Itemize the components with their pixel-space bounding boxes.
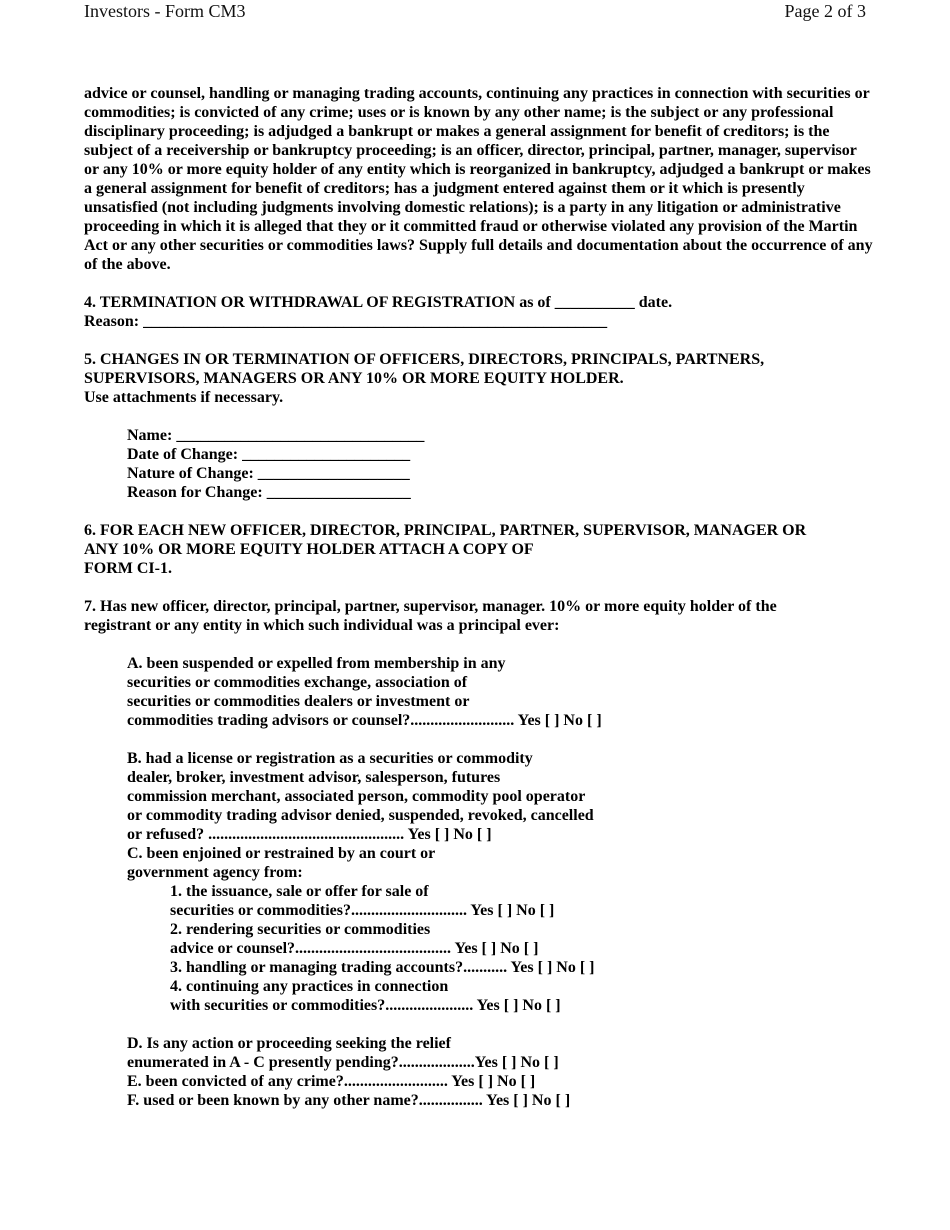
section-5-fields [127, 426, 874, 502]
reason-for-change-field: Reason for Change: __________________ [127, 484, 411, 501]
section-5-title-line-2: SUPERVISORS, MANAGERS OR ANY 10% OR MORE EQUITY HOLDER. [84, 370, 624, 387]
question-d-f [127, 1034, 874, 1110]
section-4 [84, 293, 874, 331]
section-5-title-line-1: 5. CHANGES IN OR TERMINATION OF OFFICERS, DIRECTORS, PRINCIPALS, PARTNERS, [84, 351, 765, 368]
question-c-item-3-answer: 3. handling or managing trading accounts?........... Yes [ ] No [ ] [170, 959, 595, 976]
section-5 [84, 350, 874, 502]
question-b-line: B. had a license or registration as a securities or commodity [127, 750, 533, 767]
question-c-line: government agency from: [127, 864, 303, 881]
nature-of-change-field: Nature of Change: ___________________ [127, 465, 410, 482]
question-b [127, 749, 874, 844]
question-c-item-2-answer: advice or counsel?....................................... Yes [ ] No [ ] [170, 940, 539, 957]
question-a-line: securities or commodities exchange, association of [127, 674, 468, 691]
question-e-answer-line: E. been convicted of any crime?.......................... Yes [ ] No [ ] [127, 1073, 536, 1090]
question-a-line: A. been suspended or expelled from membership in any [127, 655, 506, 672]
question-c-item-4-answer: with securities or commodities?...................... Yes [ ] No [ ] [170, 997, 561, 1014]
question-b-answer-line: or refused? ................................................. Yes [ ] No [ ] [127, 826, 492, 843]
question-c-line: C. been enjoined or restrained by an court or [127, 845, 436, 862]
section-4-title: 4. TERMINATION OR WITHDRAWAL OF REGISTRATION as of __________ date. [84, 294, 673, 311]
question-b-line: commission merchant, associated person, commodity pool operator [127, 788, 586, 805]
question-c-item-1: 1. the issuance, sale or offer for sale of [170, 883, 429, 900]
question-c-items [170, 882, 874, 1015]
header-form-title: Investors - Form CM3 [84, 1, 246, 21]
question-c-item-2: 2. rendering securities or commodities [170, 921, 431, 938]
intro-paragraph: advice or counsel, handling or managing trading accounts, continuing any practices in connection with securities or commodities; is convicted of any crime; uses or is known by any other name; is the subject or any professional disciplinary proceeding; is adjudged a bankrupt or makes a general assignment for benefit of creditors; is the subject of a receivership or bankruptcy proceeding; is an officer, director, principal, partner, manager, supervisor or any 10% or more equity holder of any entity which is reorganized in bankruptcy, adjudged a bankrupt or makes a general assignment for benefit of creditors; has a judgment entered against them or it which is presently unsatisfied (not including judgments involving domestic relations); is a party in any litigation or administrative proceeding in which it is alleged that they or it committed fraud or otherwise violated any provision of the Martin Act or any other securities or commodities laws? Supply full details and documentation about the occurrence of any of the above. [84, 85, 873, 273]
question-c-item-4: 4. continuing any practices in connection [170, 978, 449, 995]
section-6-line-1: 6. FOR EACH NEW OFFICER, DIRECTOR, PRINCIPAL, PARTNER, SUPERVISOR, MANAGER OR [84, 522, 807, 539]
question-b-line: or commodity trading advisor denied, suspended, revoked, cancelled [127, 807, 594, 824]
question-b-line: dealer, broker, investment advisor, salesperson, futures [127, 769, 501, 786]
section-7 [84, 597, 874, 1110]
section-7-line-1: 7. Has new officer, director, principal, partner, supervisor, manager. 10% or more equity holder of the [84, 598, 777, 615]
question-d-answer-line: enumerated in A - C presently pending?...................Yes [ ] No [ ] [127, 1054, 559, 1071]
header-page-number: Page 2 of 3 [784, 1, 866, 21]
question-f-answer-line: F. used or been known by any other name?................ Yes [ ] No [ ] [127, 1092, 571, 1109]
name-field: Name: _______________________________ [127, 427, 425, 444]
section-5-note: Use attachments if necessary. [84, 389, 284, 406]
question-a [127, 654, 874, 730]
question-a-line: securities or commodities dealers or investment or [127, 693, 470, 710]
question-a-answer-line: commodities trading advisors or counsel?.......................... Yes [ ] No [ ] [127, 712, 602, 729]
question-c-item-1-answer: securities or commodities?............................. Yes [ ] No [ ] [170, 902, 555, 919]
question-c [127, 844, 874, 1015]
section-7-line-2: registrant or any entity in which such individual was a principal ever: [84, 617, 560, 634]
section-6-line-2: ANY 10% OR MORE EQUITY HOLDER ATTACH A COPY OF [84, 541, 534, 558]
section-6 [84, 521, 874, 578]
section-6-line-3: FORM CI-1. [84, 560, 172, 577]
section-4-reason: Reason: __________________________________________________________ [84, 313, 608, 330]
form-body [84, 84, 874, 1110]
date-of-change-field: Date of Change: _____________________ [127, 446, 411, 463]
question-d-line: D. Is any action or proceeding seeking the relief [127, 1035, 451, 1052]
